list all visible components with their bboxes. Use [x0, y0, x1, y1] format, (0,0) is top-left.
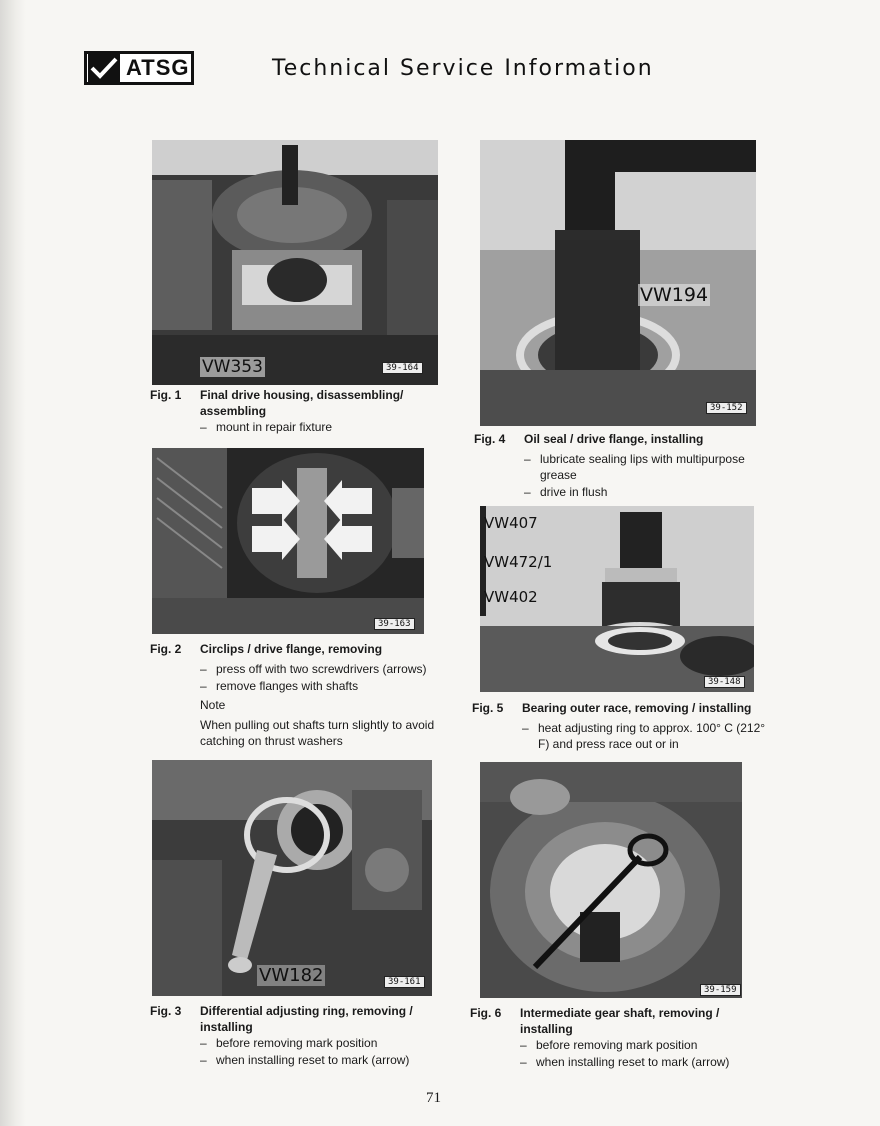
fig2-caption	[150, 641, 460, 751]
callout-vw353: VW353	[202, 357, 263, 377]
fig4-photo	[480, 140, 756, 426]
note-heading: Note	[200, 698, 226, 712]
fig3-caption	[150, 1003, 450, 1073]
fig5-photo	[480, 506, 754, 692]
fig-label: Fig. 6	[470, 1006, 502, 1020]
fig-title: Oil seal / drive flange, installing	[524, 432, 704, 446]
fig3-photo	[152, 760, 432, 996]
fig2-photo	[152, 448, 424, 634]
photo-number: 39-161	[384, 976, 425, 988]
photo-number: 39-148	[704, 676, 745, 688]
fig6-photo	[480, 762, 742, 998]
fig1-caption	[150, 387, 450, 447]
fig-label: Fig. 2	[150, 642, 182, 656]
step: – when installing reset to mark (arrow)	[200, 1052, 450, 1068]
fig-title: Intermediate gear shaft, removing / installing	[520, 1006, 720, 1036]
fig-title: Circlips / drive flange, removing	[200, 642, 383, 656]
step: – mount in repair fixture	[200, 419, 440, 435]
step: – when installing reset to mark (arrow)	[520, 1054, 780, 1070]
page-title: Technical Service Information	[272, 56, 654, 81]
page-number: 71	[426, 1090, 441, 1106]
step: – lubricate sealing lips with multipurpose grease	[524, 451, 769, 483]
fig-title: Bearing outer race, removing / installing	[522, 701, 752, 715]
fig-label: Fig. 5	[472, 701, 504, 715]
callout-vw407: VW407	[484, 514, 538, 532]
fig5-caption	[472, 700, 772, 756]
callout-vw472-1: VW472/1	[484, 553, 553, 571]
step: – press off with two screwdrivers (arrows)	[200, 661, 460, 677]
callout-vw402: VW402	[484, 588, 538, 606]
fig-title: Differential adjusting ring, removing / installing	[200, 1004, 413, 1034]
binding-spine	[0, 0, 26, 1126]
step: – heat adjusting ring to approx. 100° C (212° F) and press race out or in	[522, 720, 767, 752]
photo-number: 39-164	[382, 362, 423, 374]
atsg-logo	[84, 51, 194, 85]
fig1-photo	[152, 140, 438, 385]
photo-number: 39-159	[700, 984, 741, 996]
step: – before removing mark position	[520, 1037, 780, 1053]
photo-number: 39-152	[706, 402, 747, 414]
logo-text: ATSG	[126, 55, 190, 80]
fig-label: Fig. 4	[474, 432, 506, 446]
step: – before removing mark position	[200, 1035, 450, 1051]
fig-title: Final drive housing, disassembling/ assembling	[200, 388, 404, 418]
fig-label: Fig. 3	[150, 1004, 182, 1018]
fig6-caption	[470, 1005, 780, 1075]
step: – remove flanges with shafts	[200, 678, 460, 694]
note-text: When pulling out shafts turn slightly to avoid catching on thrust washers	[200, 718, 435, 748]
step: – drive in flush	[524, 484, 769, 500]
checkmark-icon	[88, 54, 120, 82]
fig4-caption	[474, 431, 774, 503]
callout-vw182: VW182	[259, 965, 324, 986]
photo-number: 39-163	[374, 618, 415, 630]
callout-vw194: VW194	[640, 284, 709, 306]
fig-label: Fig. 1	[150, 388, 182, 402]
